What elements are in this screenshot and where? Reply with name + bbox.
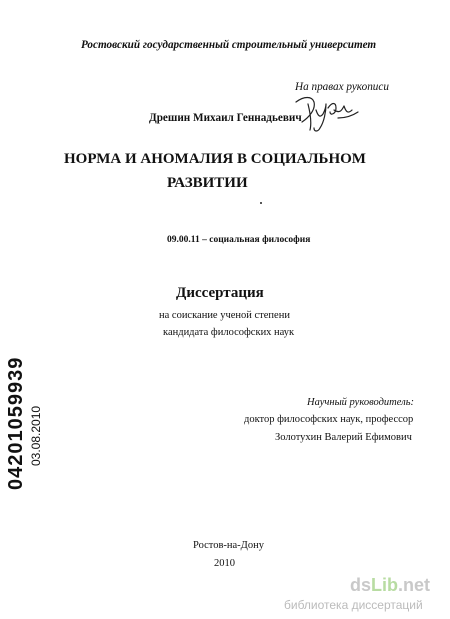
watermark-logo-lib: Lib	[371, 575, 399, 595]
manuscript-rights-note: На правах рукописи	[295, 81, 389, 93]
university-name: Ростовский государственный строительный университет	[81, 39, 377, 51]
advisor-name: Золотухин Валерий Ефимович	[275, 432, 412, 443]
handwritten-signature	[290, 88, 360, 134]
specialty-code: 09.00.11 – социальная философия	[167, 235, 311, 245]
stray-dot	[260, 202, 262, 204]
city: Ростов-на-Дону	[193, 540, 264, 551]
author-name: Дрешин Михаил Геннадьевич	[149, 112, 302, 124]
document-type: Диссертация	[176, 285, 264, 301]
advisor-title: доктор философских наук, профессор	[244, 414, 414, 425]
watermark-subtitle: библиотека диссертаций	[284, 598, 423, 612]
thesis-title-line-1: НОРМА И АНОМАЛИЯ В СОЦИАЛЬНОМ	[64, 151, 366, 167]
watermark-logo-ds: ds	[350, 575, 372, 595]
watermark-logo	[350, 575, 430, 596]
thesis-title-line-2: РАЗВИТИИ	[167, 175, 248, 191]
library-stamp-date: 03.08.2010	[29, 405, 43, 466]
watermark-logo-net: .net	[398, 575, 431, 595]
degree-line-2: кандидата философских наук	[163, 327, 295, 338]
advisor-label: Научный руководитель:	[307, 397, 415, 408]
degree-line-1: на соискание ученой степени	[159, 310, 290, 321]
library-stamp-id: 04201059939	[5, 356, 27, 490]
year: 2010	[214, 558, 235, 569]
